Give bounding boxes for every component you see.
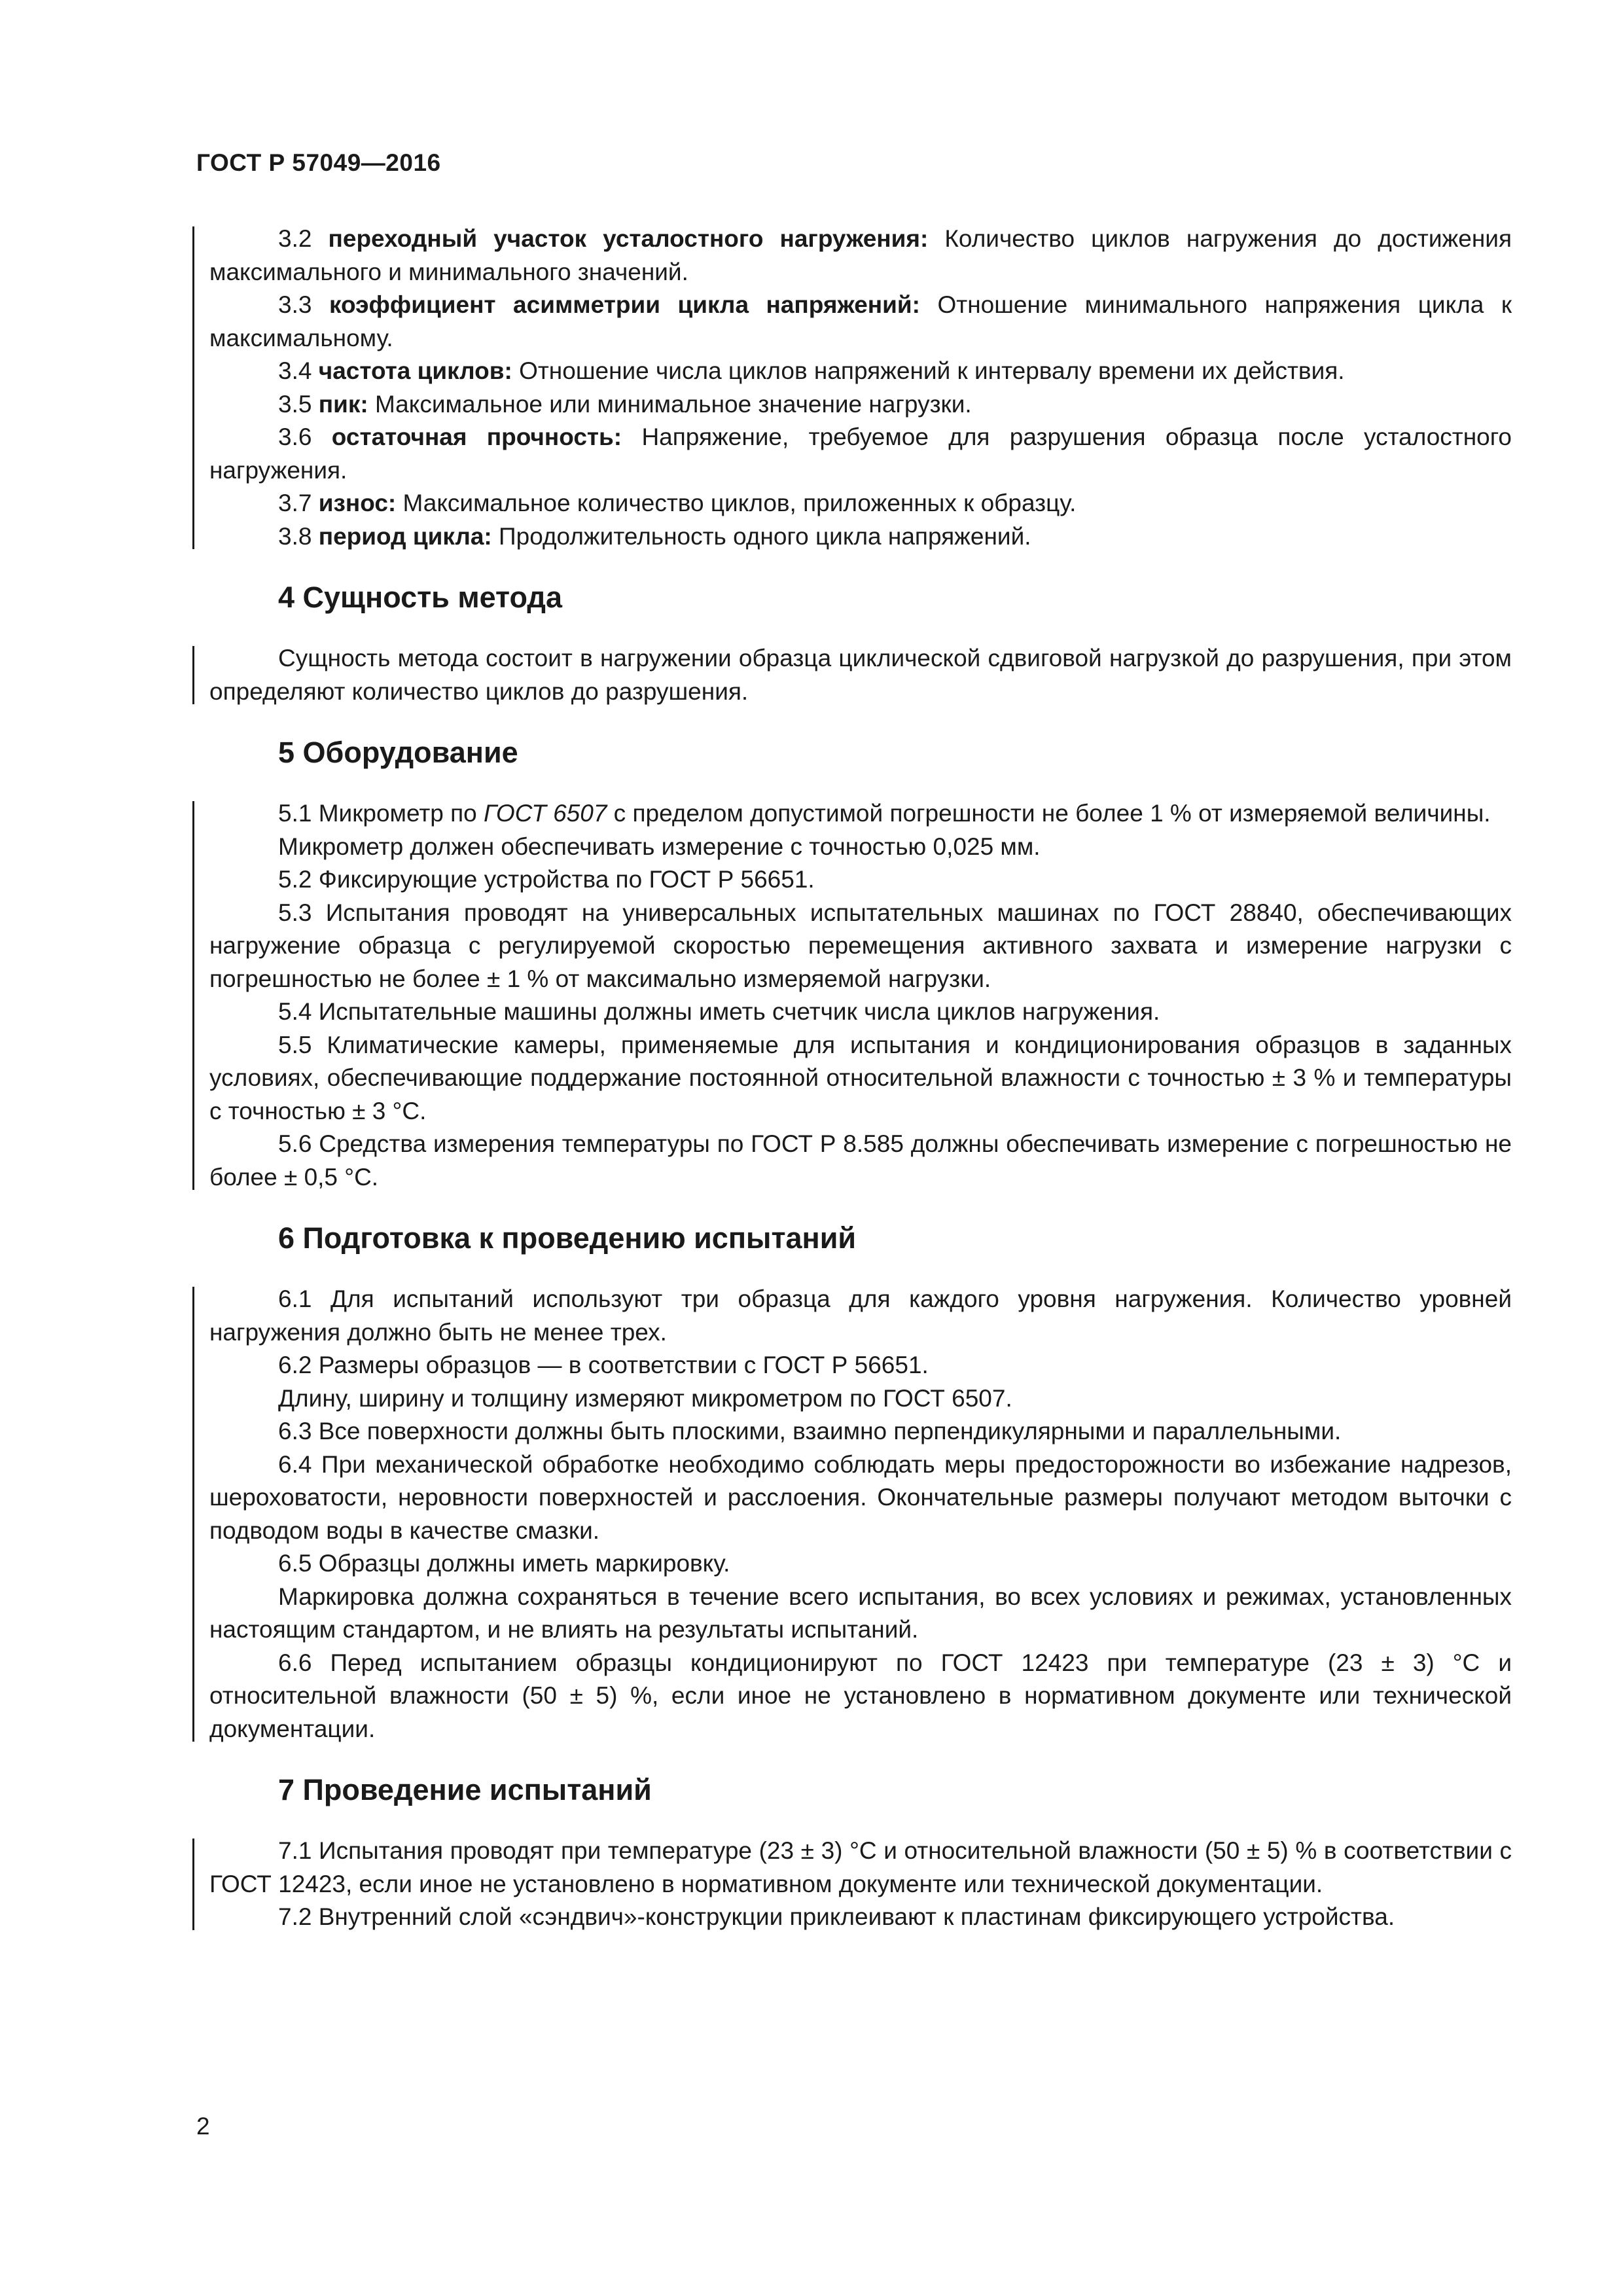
clause-7-2: 7.2 Внутренний слой «сэндвич»-конструкции приклеивают к пластинам фиксирующего устройства.	[278, 1903, 1395, 1930]
clause-6-1: 6.1 Для испытаний используют три образца для каждого уровня нагружения. Количество уровней нагружения должно быть не менее трех.	[209, 1285, 1512, 1346]
definition-term: период цикла:	[318, 522, 492, 550]
clause-5-5: 5.5 Климатические камеры, применяемые для испытания и кондиционирования образцов в заданных условиях, обеспечивающие поддержание постоянной относительной влажности с точностью ± 3 % и температуры с точностью ± 3 °С.	[209, 1031, 1512, 1124]
standard-reference: ГОСТ 6507	[484, 800, 607, 827]
section-6-heading: 6 Подготовка к проведению испытаний	[278, 1221, 857, 1255]
clause-6-5: 6.5 Образцы должны иметь маркировку.	[278, 1550, 730, 1577]
section-6-body	[209, 1283, 1512, 1746]
definition-3-6: 3.6 остаточная прочность: Напряжение, требуемое для разрушения образца после усталостного нагружения.	[209, 423, 1512, 484]
section-4-text: Сущность метода состоит в нагружении образца циклической сдвиговой нагрузкой до разрушения, при этом определяют количество циклов до разрушения.	[209, 645, 1512, 705]
change-bar	[192, 1839, 194, 1930]
change-bar	[192, 646, 194, 704]
clause-7-1: 7.1 Испытания проводят при температуре (23 ± 3) °С и относительной влажности (50 ± 5) % в соответствии с ГОСТ 12423, если иное не установлено в нормативном документе или технической документации.	[209, 1837, 1512, 1897]
clause-5-2: 5.2 Фиксирующие устройства по ГОСТ Р 56651.	[278, 866, 815, 893]
definition-term: коэффициент асимметрии цикла напряжений:	[329, 291, 920, 318]
clause-5-4: 5.4 Испытательные машины должны иметь счетчик числа циклов нагружения.	[278, 998, 1160, 1025]
clause-5-1: 5.1 Микрометр по ГОСТ 6507 с пределом допустимой погрешности не более 1 % от измеряемой величины.	[278, 800, 1491, 827]
clause-5-3: 5.3 Испытания проводят на универсальных испытательных машинах по ГОСТ 28840, обеспечивающих нагружение образца с регулируемой скоростью перемещения активного захвата и измерение нагрузки с погрешностью не более ± 1 % от максимально измеряемой нагрузки.	[209, 899, 1512, 992]
page-number: 2	[196, 2113, 210, 2140]
clause-6-5-note: Маркировка должна сохраняться в течение всего испытания, во всех условиях и режимах, установленных настоящим стандартом, и не влиять на результаты испытаний.	[209, 1583, 1512, 1643]
change-bar	[192, 226, 194, 549]
clause-5-1-note: Микрометр должен обеспечивать измерение с точностью 0,025 мм.	[278, 833, 1041, 860]
definition-term: остаточная прочность:	[331, 423, 622, 450]
definition-term: износ:	[318, 490, 397, 516]
section-7-body	[209, 1835, 1512, 1934]
definition-term: переходный участок усталостного нагружения:	[328, 225, 929, 252]
section-4-body	[209, 642, 1512, 708]
definition-term: пик:	[318, 390, 368, 418]
definition-3-2: 3.2 переходный участок усталостного нагружения: Количество циклов нагружения до достижения максимального и минимального значений.	[209, 225, 1512, 285]
definition-3-8: 3.8 период цикла: Продолжительность одного цикла напряжений.	[278, 522, 1031, 550]
clause-6-2-note: Длину, ширину и толщину измеряют микрометром по ГОСТ 6507.	[278, 1384, 1012, 1412]
definition-3-5: 3.5 пик: Максимальное или минимальное значение нагрузки.	[278, 390, 972, 418]
change-bar	[192, 1287, 194, 1742]
document-header: ГОСТ Р 57049—2016	[196, 149, 441, 176]
definition-3-7: 3.7 износ: Максимальное количество циклов, приложенных к образцу.	[278, 490, 1077, 516]
clause-6-6: 6.6 Перед испытанием образцы кондиционируют по ГОСТ 12423 при температуре (23 ± 3) °С и относительной влажности (50 ± 5) %, если иное не установлено в нормативном документе или технической документации.	[209, 1649, 1512, 1742]
section-5-heading: 5 Оборудование	[278, 736, 518, 769]
definition-term: частота циклов:	[318, 357, 512, 384]
clause-6-2: 6.2 Размеры образцов — в соответствии с ГОСТ Р 56651.	[278, 1352, 929, 1378]
change-bar	[192, 801, 194, 1190]
section-4-heading: 4 Сущность метода	[278, 581, 562, 614]
clause-6-4: 6.4 При механической обработке необходимо соблюдать меры предосторожности во избежание надрезов, шероховатости, неровности поверхностей и расслоения. Окончательные размеры получают методом выточки с подводом воды в качестве смазки.	[209, 1450, 1512, 1544]
document-body	[209, 223, 1512, 1934]
clause-6-3: 6.3 Все поверхности должны быть плоскими, взаимно перпендикулярными и параллельными.	[278, 1418, 1342, 1444]
definition-3-4: 3.4 частота циклов: Отношение числа циклов напряжений к интервалу времени их действия.	[278, 357, 1345, 384]
clause-5-6: 5.6 Средства измерения температуры по ГОСТ Р 8.585 должны обеспечивать измерение с погрешностью не более ± 0,5 °С.	[209, 1130, 1512, 1191]
definitions-block	[209, 223, 1512, 553]
section-7-heading: 7 Проведение испытаний	[278, 1773, 652, 1806]
definition-3-3: 3.3 коэффициент асимметрии цикла напряжений: Отношение минимального напряжения цикла к максимальному.	[209, 291, 1512, 351]
section-5-body	[209, 797, 1512, 1194]
